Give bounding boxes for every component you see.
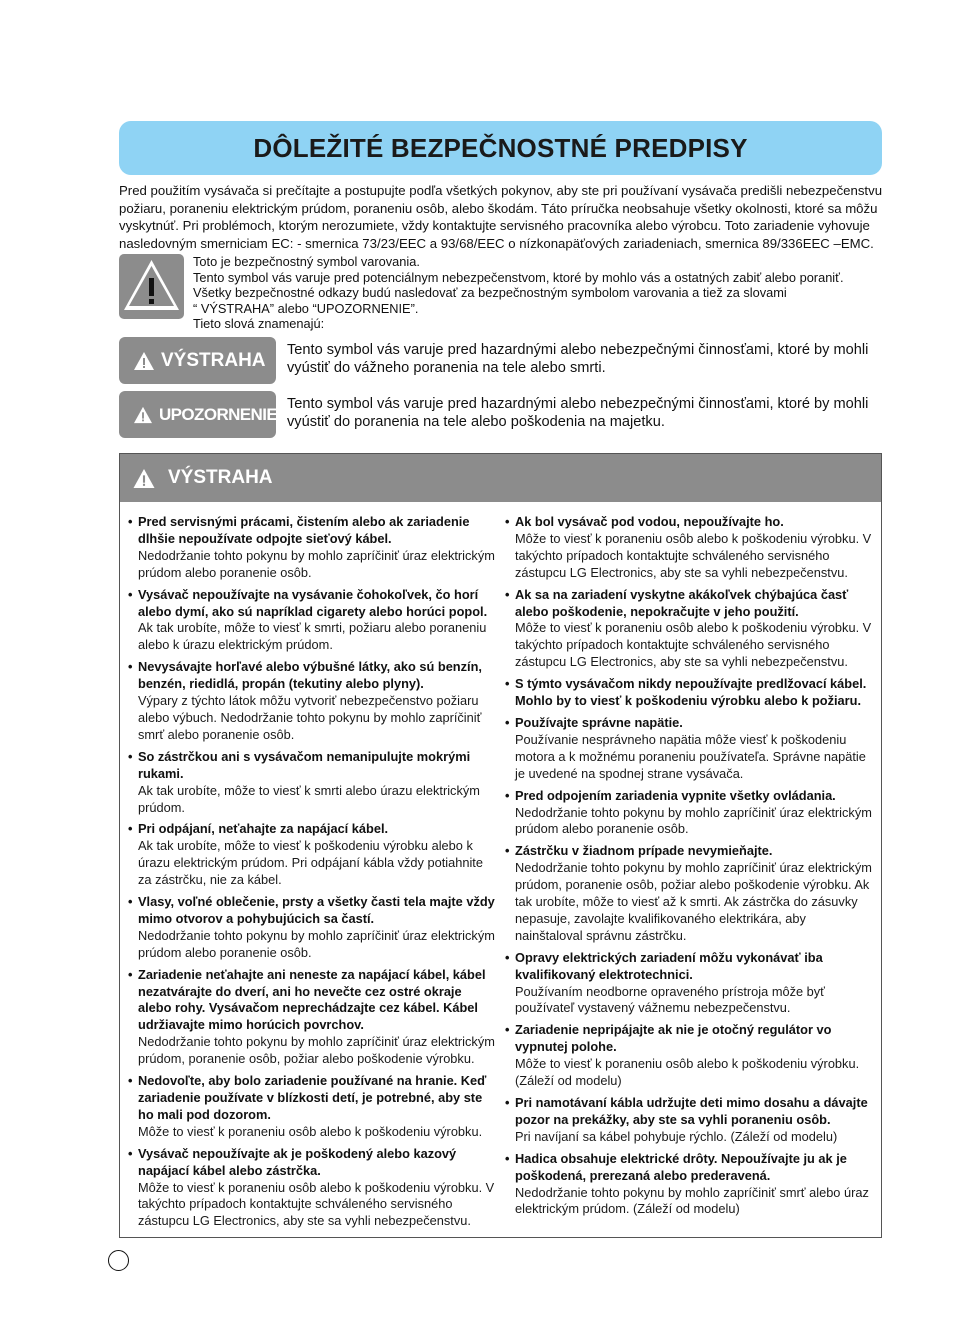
list-item — [128, 749, 496, 817]
warning-label: VÝSTRAHA — [161, 349, 266, 371]
item-text: Používanie nesprávneho napätia môže viesť k poškodeniu motora a k možnému poraneniu používateľa. Správne napätie je uvedené na spodnej strane vysávača. — [515, 731, 866, 781]
panel-title: VÝSTRAHA — [168, 467, 273, 488]
item-bold: Vlasy, voľné oblečenie, prsty a všetky časti tela majte vždy mimo otvorov a pohybujúcich sa častí. — [138, 894, 495, 926]
list-item — [128, 514, 496, 582]
item-bold: Zástrčku v žiadnom prípade nevymieňajte. — [515, 843, 773, 859]
item-text: Nedodržanie tohto pokynu by mohlo zapríčiniť úraz elektrickým prúdom alebo poranenie osôb. — [138, 547, 495, 580]
list-item — [505, 587, 877, 672]
item-text: Môže to viesť k poraneniu osôb alebo k poškodeniu výrobku. — [138, 1123, 483, 1139]
symbol-line: Všetky bezpečnostné odkazy budú nasledovať za bezpečnostným symbolom varovania a tiež za slovami — [193, 285, 787, 300]
warning-triangle-icon — [133, 351, 155, 371]
item-bold: Nedovoľte, aby bolo zariadenie používané na hranie. Keď zariadenie používate v blízkosti detí, je potrebné, aby ste ho mali pod dozorom. — [138, 1073, 487, 1122]
list-item — [128, 967, 496, 1068]
item-text: Nedodržanie tohto pokynu by mohlo zapríčiniť smrť alebo úraz elektrickým prúdom. (Záleží od modelu) — [515, 1184, 869, 1217]
intro-paragraph: Pred použitím vysávača si prečítajte a postupujte podľa všetkých pokynov, aby ste pri používaní vysávača predišli nebezpečenstvu požiaru, poraneniu elektrickým prúdom, poraneniu osôb, alebo škodám. Táto príručka neobsahuje všetky okolnosti, ktoré sa môžu vyskytnúť. Pri problémoch, ktorým nerozumiete, vždy kontaktujte servisného pracovníka alebo výrobcu. Toto zariadenie vyhovuje nasledovným smerniciam EC: - smernica 73/23/EEC a 93/68/EEC o nízkonapäťových zariadeniach, smernica 89/336EEC –EMC. — [119, 183, 883, 251]
page-title: DÔLEŽITÉ BEZPEČNOSTNÉ PREDPISY — [253, 132, 748, 163]
item-bold: Ak sa na zariadení vyskytne akákoľvek chýbajúca časť alebo poškodenie, nepokračujte v jeho použití. — [515, 586, 849, 619]
list-item — [505, 514, 877, 582]
title-banner — [119, 121, 882, 175]
list-item — [505, 788, 877, 839]
item-bold: Ak bol vysávač pod vodou, nepoužívajte ho. — [515, 514, 784, 529]
symbol-line: Tento symbol vás varuje pred potenciálnym nebezpečenstvom, ktoré by mohlo vás a ostatných zabiť alebo poraniť. — [193, 269, 844, 285]
list-item — [505, 1151, 877, 1219]
item-bold: So zástrčkou ani s vysávačom nemanipulujte mokrými rukami. — [138, 748, 471, 781]
list-item — [505, 676, 877, 710]
item-bold: Hadica obsahuje elektrické drôty. Nepoužívajte ju ak je poškodená, prerezaná alebo prederavená. — [515, 1150, 847, 1183]
warning-triangle-icon — [133, 406, 153, 424]
item-bold: Opravy elektrických zariadení môžu vykonávať iba kvalifikovaný elektrotechnici. — [515, 949, 823, 982]
item-text: Výpary z týchto látok môžu vytvoriť nebezpečenstvo požiaru alebo výbuch. Nedodržanie tohto pokynu by mohlo zapríčiniť smrť alebo poranenie osôb. — [138, 693, 482, 742]
symbol-explanation — [193, 254, 893, 332]
symbol-line: Tieto slová znamenajú: — [193, 316, 325, 331]
item-text: Nedodržanie tohto pokynu by mohlo zapríčiniť úraz elektrickým prúdom, poranenie osôb, požiar alebo poškodenie výrobku. Ak tak urobíte, môže to viesť až k smrti. Ak zástrčka do zásuvky nepasuje, zavolajte kvalifikovaného elektrikára, aby nainštaloval správnu zástrčku. — [515, 860, 872, 943]
item-text: Nedodržanie tohto pokynu by mohlo zapríčiniť úraz elektrickým prúdom, poranenie osôb, požiar alebo poškodenie výrobku. — [138, 1034, 495, 1067]
right-column — [505, 514, 877, 1223]
item-text: Ak tak urobíte, môže to viesť k smrti, požiaru alebo poraneniu alebo k úrazu elektrickým prúdom. — [138, 620, 487, 653]
list-item — [505, 843, 877, 944]
warning-symbol-box — [119, 254, 184, 319]
item-bold: Nevysávajte horľavé alebo výbušné látky, ako sú benzín, benzén, riedidlá, propán (tekutiny alebo plyny). — [138, 659, 482, 692]
list-item — [128, 894, 496, 962]
item-bold: Pred servisnými prácami, čistením alebo ak zariadenie dlhšie nepoužívate odpojte sieťový kábel. — [138, 514, 470, 546]
list-item — [505, 1022, 877, 1090]
item-text: Používaním neodborne opraveného prístroja môže byť používateľ vystavený vážnemu nebezpečenstvu. — [515, 983, 825, 1016]
item-text: Ak tak urobíte, môže to viesť k poškodeniu výrobku alebo k úrazu elektrickým prúdom. Pri odpájaní kábla vždy potiahnite za zástrčku, nie za kábel. — [138, 838, 483, 888]
item-bold: S týmto vysávačom nikdy nepoužívajte predlžovací kábel. Mohlo by to viesť k poškodeniu výrobku alebo k požiaru. — [515, 676, 867, 709]
panel-header — [120, 454, 881, 502]
item-bold: Používajte správne napätie. — [515, 714, 683, 730]
warning-description: Tento symbol vás varuje pred hazardnými alebo nebezpečnými činnosťami, ktoré by mohli vyústiť do vážneho poranenia na tele alebo smrti. — [287, 342, 869, 376]
item-text: Ak tak urobíte, môže to viesť k smrti alebo úrazu elektrickým prúdom. — [138, 782, 480, 815]
list-item — [128, 821, 496, 889]
item-text: Môže to viesť k poraneniu osôb alebo k poškodeniu výrobku. (Záleží od modelu) — [515, 1056, 860, 1089]
list-item — [505, 715, 877, 783]
symbol-line: “ VÝSTRAHA” alebo “UPOZORNENIE”. — [193, 300, 419, 316]
item-text: Môže to viesť k poraneniu osôb alebo k poškodeniu výrobku. V takýchto prípadoch kontaktujte schváleného servisného zástupcu LG Electronics, aby ste sa vyhli nebezpečenstvu. — [515, 530, 872, 580]
caution-description: Tento symbol vás varuje pred hazardnými alebo nebezpečnými činnosťami, ktoré by mohli vyústiť do poranenia na tele alebo poškodenia na majetku. — [287, 396, 869, 430]
caution-label: UPOZORNENIE — [159, 404, 278, 424]
warning-triangle-icon — [119, 254, 184, 319]
list-item — [505, 1095, 877, 1146]
item-bold: Pri namotávaní kábla udržujte deti mimo dosahu a dávajte pozor na prekážky, aby ste sa vyhli poraneniu osôb. — [515, 1095, 868, 1127]
item-bold: Zariadenie neťahajte ani neneste za napájací kábel, kábel nezatvárajte do dverí, ani ho nevečte cez ostré okraje alebo rohy. Vysávačom neprechádzajte cez kábel. Kábel udržiavajte mimo horúcich povrchov. — [138, 966, 486, 1033]
list-item — [128, 659, 496, 744]
list-item — [505, 950, 877, 1018]
list-item — [128, 1146, 496, 1231]
item-text: Môže to viesť k poraneniu osôb alebo k poškodeniu výrobku. V takýchto prípadoch kontaktujte schváleného servisného zástupcu LG Electronics, aby ste sa vyhli nebezpečenstvu. — [515, 620, 872, 670]
item-bold: Pred odpojením zariadenia vypnite všetky ovládania. — [515, 787, 836, 803]
item-text: Pri navíjaní sa kábel pohybuje rýchlo. (Záleží od modelu) — [515, 1128, 838, 1144]
left-column — [128, 514, 496, 1235]
item-bold: Vysávač nepoužívajte ak je poškodený alebo kazový napájací kábel alebo zástrčka. — [138, 1145, 457, 1178]
page-number-circle — [108, 1250, 129, 1271]
item-bold: Pri odpájaní, neťahajte za napájací kábel. — [138, 821, 389, 837]
item-text: Nedodržanie tohto pokynu by mohlo zapríčiniť úraz elektrickým prúdom alebo poranenie osôb. — [138, 927, 495, 960]
list-item — [128, 587, 496, 655]
caution-badge — [119, 391, 276, 438]
warning-panel — [119, 453, 882, 1238]
item-bold: Vysávač nepoužívajte na vysávanie čohokoľvek, čo horí alebo dymí, ako sú napríklad cigarety alebo horúci popol. — [138, 586, 488, 619]
item-text: Môže to viesť k poraneniu osôb alebo k poškodeniu výrobku. V takýchto prípadoch kontaktujte schváleného servisného zástupcu LG Electronics, aby ste sa vyhli nebezpečenstvu. — [138, 1179, 495, 1229]
warning-badge — [119, 337, 276, 384]
symbol-line: Toto je bezpečnostný symbol varovania. — [193, 254, 420, 269]
warning-triangle-icon — [132, 468, 156, 489]
item-bold: Zariadenie nepripájajte ak nie je otočný regulátor vo vypnutej polohe. — [515, 1022, 832, 1055]
item-text: Nedodržanie tohto pokynu by mohlo zapríčiniť úraz elektrickým prúdom alebo poranenie osôb. — [515, 804, 872, 837]
list-item — [128, 1073, 496, 1141]
